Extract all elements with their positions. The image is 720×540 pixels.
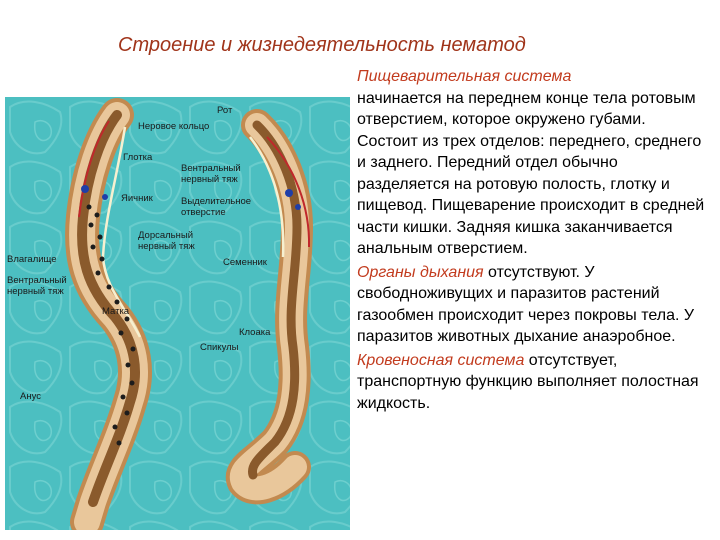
digestive-paragraph — [357, 66, 707, 260]
respiratory-paragraph — [357, 262, 707, 348]
label-uterus: Матка — [102, 306, 130, 317]
nematode-diagram — [5, 97, 350, 530]
label-vagina: Влагалище — [7, 254, 57, 265]
label-ventral-nerve-cord-right: Вентральный нервный тяж — [181, 163, 241, 185]
circulatory-body: отсутствует, транспортную функцию выполняет полостная жидкость. — [357, 351, 699, 412]
label-pharynx: Глотка — [123, 152, 153, 163]
label-spicules: Спикулы — [200, 342, 239, 353]
label-mouth: Рот — [217, 105, 233, 116]
label-excretory-pore: Выделительное отверстие — [181, 196, 252, 218]
description-text — [357, 66, 707, 414]
label-ventral-nerve-cord-left: Вентральный нервный тяж — [7, 275, 67, 297]
label-ovary: Яичник — [121, 193, 153, 204]
label-anus: Анус — [20, 391, 41, 402]
label-nerve-ring: Неровое кольцо — [138, 121, 210, 132]
label-cloaca: Клоака — [239, 327, 271, 338]
label-dorsal-nerve-cord: Дорсальный нервный тяж — [138, 230, 195, 252]
digestive-body: начинается на переднем конце тела ротовым отверстием, которое окружено губами. Состоит из трех отделов: переднего, среднего и заднего. Передний отдел обычно разделяется на ротовую полость, глотку и пищевод. Пищеварение происходит в средней части кишки. Задняя кишка заканчивается анальным отверстием. — [357, 89, 705, 257]
respiratory-body: отсутствуют. У свободноживущих и паразитов растений газообмен происходит через покровы тела. У паразитов животных дыхание анаэробное. — [357, 263, 695, 345]
respiratory-heading: Органы дыхания — [357, 263, 484, 281]
digestive-heading: Пищеварительная система — [357, 68, 572, 85]
circulatory-heading: Кровеносная система — [357, 351, 525, 369]
nematode-illustration — [5, 97, 350, 530]
circulatory-paragraph — [357, 350, 707, 415]
label-testis: Семенник — [223, 257, 267, 268]
page-title: Строение и жизнедеятельность нематод — [118, 34, 526, 56]
